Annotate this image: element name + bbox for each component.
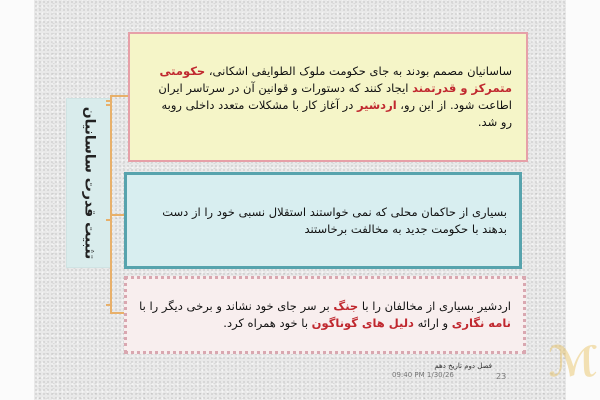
- slide-footer: [392, 362, 492, 380]
- left-margin: [0, 0, 34, 400]
- connector-tick-2: [106, 104, 112, 106]
- content-box-3: [124, 276, 526, 354]
- content-box-2: [124, 172, 522, 269]
- side-title: تثبیت قدرت ساسانیان: [81, 106, 98, 260]
- connector-tick-1: [106, 100, 112, 102]
- text-segment: ساسانیان مصمم بودند به جای حکومت ملوک الطوایفی اشکانی،: [205, 64, 512, 78]
- footer-subject: فصل دوم تاریخ دهم: [434, 362, 492, 370]
- connector-branch-3: [110, 312, 124, 314]
- footer-datetime: 09:40 PM 1/30/26: [392, 371, 454, 379]
- content-box-1: [128, 32, 528, 162]
- connector-branch-2: [110, 214, 124, 216]
- text-segment: بسیاری از حاکمان محلی که نمی خواستند استقلال نسبی خود را از دست بدهند با حکومت جدید به مخالفت برخاستند: [162, 204, 507, 236]
- page-number: 23: [496, 372, 507, 381]
- connector-tick-3: [106, 219, 112, 221]
- highlighted-phrase: جنگ: [333, 299, 359, 313]
- watermark-logo: ℳ: [548, 337, 598, 386]
- text-segment: ایجاد کنند که دستورات و قوانین آن در سرتاسر ایران اطاعت شود. از این رو،: [158, 81, 512, 112]
- text-segment: اردشیر بسیاری از مخالفان را با: [358, 299, 511, 313]
- highlighted-phrase: اردشیر: [357, 98, 397, 112]
- connector-tick-4: [106, 304, 112, 306]
- text-segment: بر سر جای خود نشاند و برخی دیگر را با: [139, 299, 334, 313]
- highlighted-phrase: دلیل های گوناگون: [311, 316, 414, 330]
- text-segment: در آغاز کار با مشکلات متعدد داخلی روبه رو شد.: [161, 98, 512, 129]
- side-title-box: [66, 98, 112, 268]
- highlighted-phrase: نامه نگاری: [451, 316, 511, 330]
- text-segment: و ارائه: [413, 316, 452, 330]
- content-box-2-text: [139, 204, 507, 238]
- connector-line: [110, 95, 112, 313]
- content-box-1-text: [148, 63, 512, 131]
- highlighted-phrase: حکومتی متمرکز و قدرتمند: [159, 64, 512, 95]
- connector-branch-1: [110, 95, 128, 97]
- text-segment: با خود همراه کرد.: [223, 316, 312, 330]
- content-box-3-text: [139, 298, 511, 332]
